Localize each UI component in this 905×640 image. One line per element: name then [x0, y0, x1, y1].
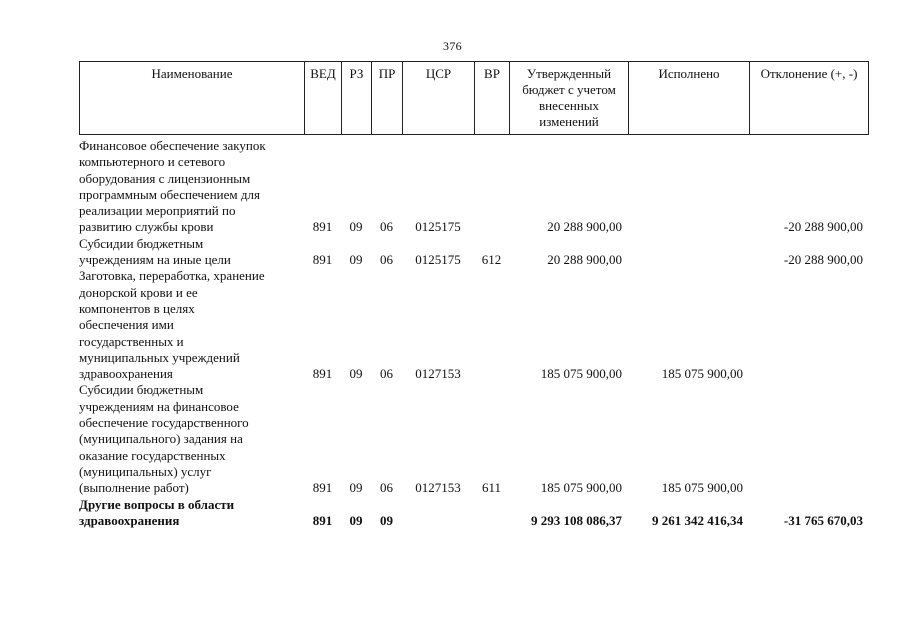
- table-row: [79, 138, 869, 236]
- row-name: Заготовка, переработка, хранение донорской крови и ее компонентов в целях обеспечения ими государственных и муниципальных учреждений здравоохранения: [79, 268, 265, 382]
- row-csr: 0125175: [415, 219, 461, 235]
- header-vr: ВР: [475, 62, 510, 134]
- row-deviation: -20 288 900,00: [783, 219, 863, 235]
- row-approved: 185 075 900,00: [540, 480, 622, 496]
- row-rz: 09: [349, 366, 363, 382]
- header-ved: ВЕД: [305, 62, 342, 134]
- row-ved: 891: [312, 480, 333, 496]
- row-name: Субсидии бюджетным учреждениям на иные цели: [79, 235, 231, 268]
- header-deviation: Отклонение (+, -): [760, 66, 858, 81]
- row-ved: 891: [312, 512, 333, 528]
- row-name: Финансовое обеспечение закупок компьютерного и сетевого оборудования с лицензионным программным обеспечением для реализации мероприятий по развитию службы крови: [79, 138, 266, 235]
- row-pr: 06: [380, 219, 393, 235]
- row-rz: 09: [349, 480, 363, 496]
- header-csr: ЦСР: [403, 62, 475, 134]
- row-rz: 09: [349, 252, 363, 268]
- header-name: Наименование: [80, 62, 305, 134]
- row-ved: 891: [312, 366, 333, 382]
- row-pr: 06: [380, 252, 393, 268]
- row-ved: 891: [312, 252, 333, 268]
- header-approved-budget: Утвержденный бюджет с учетом внесенных изменений: [510, 62, 629, 134]
- row-executed: 185 075 900,00: [661, 366, 743, 382]
- row-pr: 06: [380, 480, 393, 496]
- row-approved: 9 293 108 086,37: [531, 512, 622, 528]
- page-number: 376: [443, 39, 462, 53]
- row-vr: 611: [481, 480, 502, 496]
- row-csr: 0125175: [415, 252, 461, 268]
- row-rz: 09: [349, 512, 363, 528]
- row-deviation: -20 288 900,00: [783, 252, 863, 268]
- row-approved: 20 288 900,00: [547, 252, 622, 268]
- row-csr: 0127153: [415, 366, 461, 382]
- row-vr: 612: [481, 252, 502, 268]
- row-approved: 185 075 900,00: [540, 366, 622, 382]
- row-executed: 9 261 342 416,34: [652, 512, 743, 528]
- table-row: [79, 497, 869, 530]
- row-ved: 891: [312, 219, 333, 235]
- row-name: Другие вопросы в области здравоохранения: [79, 496, 235, 528]
- row-approved: 20 288 900,00: [547, 219, 622, 235]
- header-rz: РЗ: [342, 62, 372, 134]
- row-csr: 0127153: [415, 480, 461, 496]
- table-row: [79, 382, 869, 496]
- table-body: [79, 138, 869, 529]
- table-row: [79, 236, 869, 269]
- table-row: [79, 268, 869, 382]
- header-pr: ПР: [372, 62, 403, 134]
- row-deviation: -31 765 670,03: [783, 512, 863, 528]
- table-header: [79, 61, 869, 135]
- row-rz: 09: [349, 219, 363, 235]
- header-executed: Исполнено: [629, 62, 750, 134]
- row-pr: 06: [380, 366, 393, 382]
- row-executed: 185 075 900,00: [661, 480, 743, 496]
- row-pr: 09: [380, 512, 393, 528]
- row-name: Субсидии бюджетным учреждениям на финансовое обеспечение государственного (муниципального) задания на оказание государственных (муниципальных) услуг (выполнение работ): [79, 382, 249, 496]
